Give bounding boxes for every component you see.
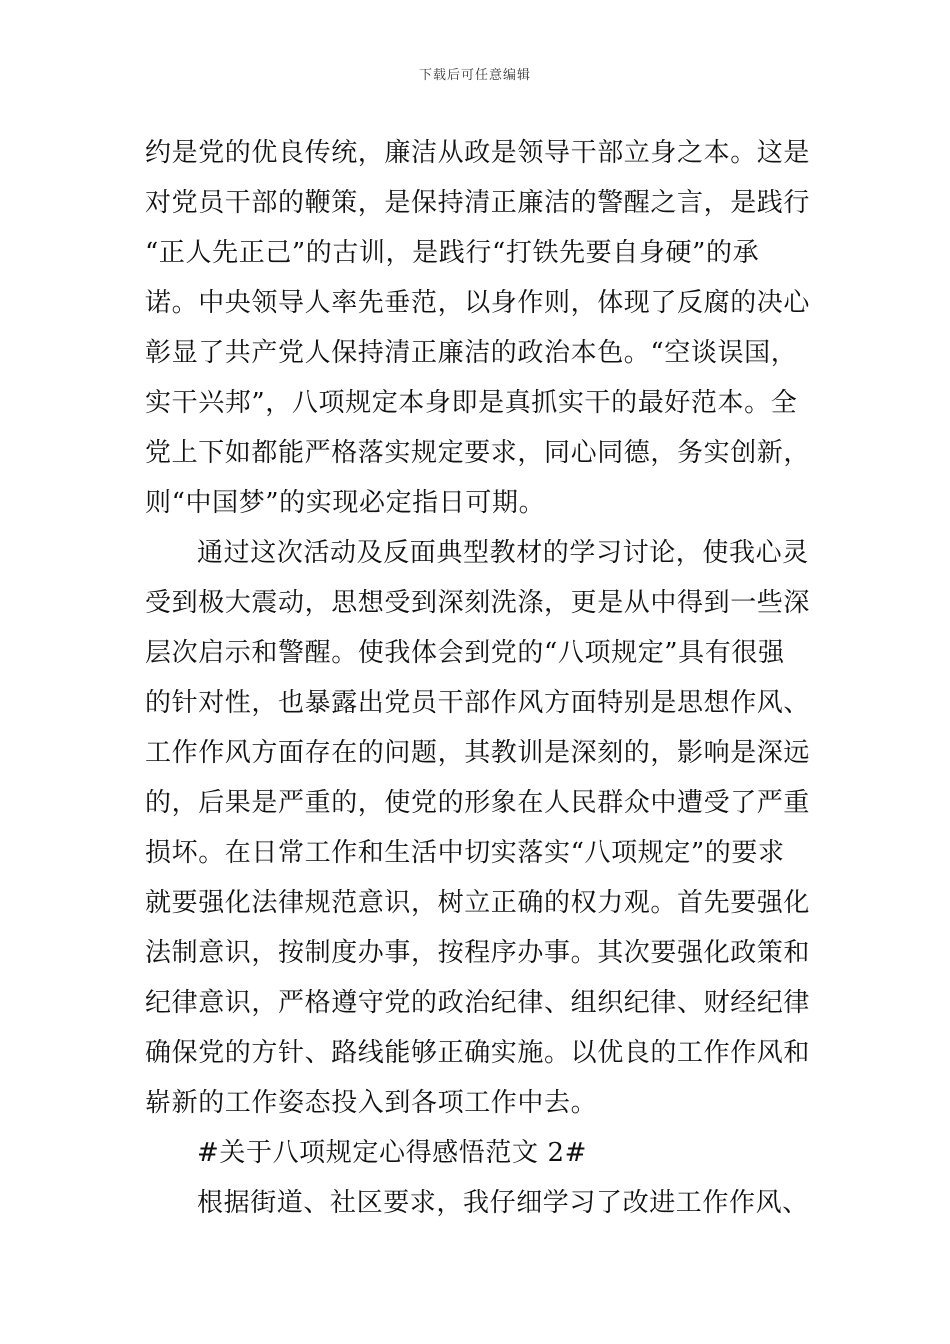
text-line: 受到极大震动，思想受到深刻洗涤，更是从中得到一些深: [145, 588, 810, 618]
text-line: 的，后果是严重的，使党的形象在人民群众中遭受了严重: [145, 788, 810, 818]
text-line: 纪律意识，严格遵守党的政治纪律、组织纪律、财经纪律: [145, 988, 810, 1018]
text-line: 诺。中央领导人率先垂范，以身作则，体现了反腐的决心: [145, 288, 810, 318]
text-line: 实干兴邦”，八项规定本身即是真抓实干的最好范本。全: [145, 388, 798, 418]
page-header: 下载后可任意编辑: [418, 68, 531, 83]
section-heading: #关于八项规定心得感悟范文 2#: [197, 1138, 587, 1168]
text-line: 就要强化法律规范意识，树立正确的权力观。首先要强化: [145, 888, 810, 918]
text-line: 工作作风方面存在的问题，其教训是深刻的，影响是深远: [145, 738, 810, 768]
text-line: 彰显了共产党人保持清正廉洁的政治本色。“空谈误国，: [145, 338, 798, 368]
paragraph-start-line: 根据街道、社区要求，我仔细学习了改进工作作风、: [197, 1188, 809, 1218]
text-line: 崭新的工作姿态投入到各项工作中去。: [145, 1088, 598, 1118]
text-line: 法制意识，按制度办事，按程序办事。其次要强化政策和: [145, 938, 810, 968]
text-line: 则“中国梦”的实现必定指日可期。: [145, 488, 546, 518]
text-line: 约是党的优良传统，廉洁从政是领导干部立身之本。这是: [145, 138, 810, 168]
text-line: 损坏。在日常工作和生活中切实落实“八项规定”的要求: [145, 838, 785, 868]
text-line: 党上下如都能严格落实规定要求，同心同德，务实创新，: [145, 438, 810, 468]
text-line: “正人先正己”的古训，是践行“打铁先要自身硬”的承: [145, 238, 760, 268]
text-line: 确保党的方针、路线能够正确实施。以优良的工作作风和: [145, 1038, 810, 1068]
text-line: 层次启示和警醒。使我体会到党的“八项规定”具有很强: [145, 638, 785, 668]
text-line: 的针对性，也暴露出党员干部作风方面特别是思想作风、: [145, 688, 810, 718]
paragraph-start-line: 通过这次活动及反面典型教材的学习讨论，使我心灵: [197, 538, 809, 568]
text-line: 对党员干部的鞭策，是保持清正廉洁的警醒之言，是践行: [145, 188, 810, 218]
document-body: [145, 128, 810, 1228]
